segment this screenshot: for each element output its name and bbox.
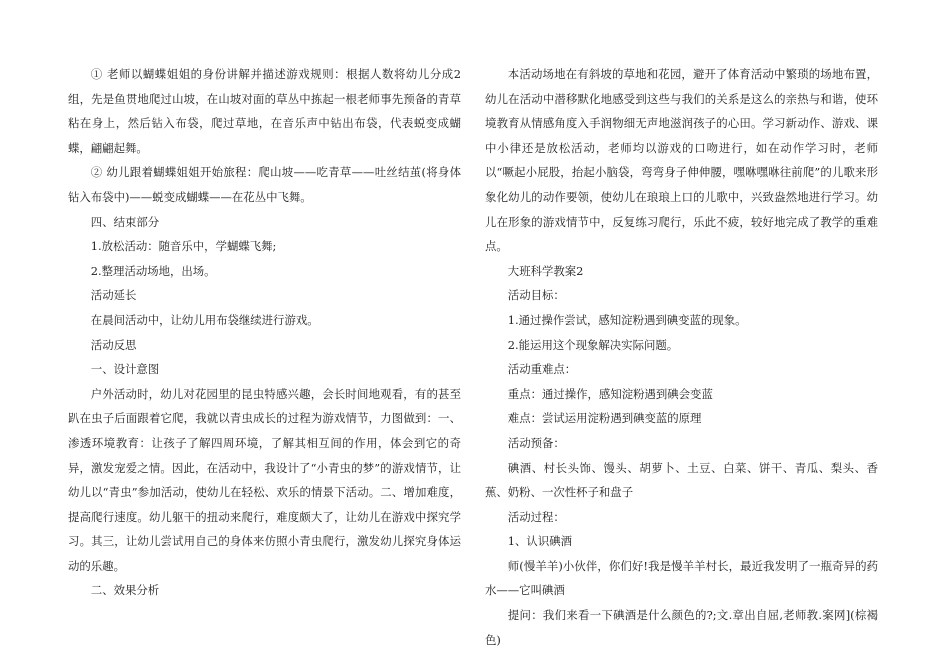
paragraph: 难点：尝试运用淀粉遇到碘变蓝的原理 xyxy=(507,411,702,426)
section-heading: 活动反思 xyxy=(90,337,137,352)
paragraph: 1.通过操作尝试，感知淀粉遇到碘变蓝的现象。 xyxy=(507,312,747,327)
paragraph: 本活动场地在有斜坡的草地和花园，避开了体育活动中繁琐的场地布置，幼儿在活动中潜移默化地感受到这些与我们的关系是这么的亲热与和谐，使环境教育从情感角度入手润物细无声地滋润孩子的心田。学习新动作、游戏、课中小律还是放松活动，老师均以游戏的口吻进行，如在动作学习时，老师以“噘起小屁股，抬起小脑袋，弯弯身子伸伸腰，嘿咻嘿咻往前爬”的儿歌来形象化幼儿的动作要领，使幼儿在琅琅上口的儿歌中，兴致盎然地进行学习。幼儿在形象的游戏情节中，反复练习爬行，乐此不疲，较好地完成了教学的重难点。 xyxy=(485,67,878,254)
section-heading: 1、认识碘酒 xyxy=(507,534,572,549)
section-heading: 活动重难点： xyxy=(507,362,577,377)
paragraph: ② 幼儿跟着蝴蝶姐姐开始旅程：爬山坡——吃青草——吐丝结茧(将身体钻入布袋中)——蜕变成蝴蝶——在花丛中飞舞。 xyxy=(68,165,461,204)
section-heading: 四、结束部分 xyxy=(90,214,160,229)
paragraph: 2.能运用这个现象解决实际问题。 xyxy=(507,337,679,352)
paragraph: 1.放松活动：随音乐中，学蝴蝶飞舞; xyxy=(90,239,277,254)
paragraph: 师(慢羊羊)小伙伴，你们好!我是慢羊羊村长，最近我发明了一瓶奇异的药水——它叫碘酒 xyxy=(485,558,878,598)
right-column xyxy=(485,62,878,652)
section-heading: 活动预备： xyxy=(507,435,565,450)
section-heading: 一、设计意图 xyxy=(90,362,160,377)
paragraph: 提问：我们来看一下碘酒是什么颜色的?;文.章出自屈,老师教.案网](棕褐色) xyxy=(485,608,878,647)
section-heading: 二、效果分析 xyxy=(90,583,160,598)
paragraph: 户外活动时，幼儿对花园里的昆虫特感兴趣，会长时间地观看，有的甚至趴在虫子后面跟着它爬，我就以青虫成长的过程为游戏情节，力图做到：一、渗透环境教育：让孩子了解四周环境，了解其相互间的作用，体会到它的奇异，激发宠爱之情。因此，在活动中，我设计了“小青虫的梦”的游戏情节，让幼儿以“青虫”参加活动，使幼儿在轻松、欢乐的情景下活动。二、增加难度，提高爬行速度。幼儿躯干的扭动来爬行，难度颇大了，让幼儿在游戏中探究学习。其三，让幼儿尝试用自己的身体来仿照小青虫爬行，激发幼儿探究身体运动的乐趣。 xyxy=(68,386,461,573)
section-heading: 大班科学教案2 xyxy=(507,263,584,278)
section-heading: 活动过程： xyxy=(507,509,565,524)
paragraph: 重点：通过操作，感知淀粉遇到碘会变蓝 xyxy=(507,386,713,401)
paragraph: 在晨间活动中，让幼儿用布袋继续进行游戏。 xyxy=(90,312,319,327)
paragraph: ① 老师以蝴蝶姐姐的身份讲解并描述游戏规则：根据人数将幼儿分成2组，先是鱼贯地爬过山坡，在山坡对面的草丛中拣起一根老师事先预备的青草粘在身上，然后钻入布袋，爬过草地，在音乐声中钻出布袋，代表蜕变成蝴蝶，翩翩起舞。 xyxy=(68,67,461,155)
section-heading: 活动目标： xyxy=(507,288,565,303)
paragraph: 碘酒、村长头饰、馒头、胡萝卜、土豆、白菜、饼干、青瓜、梨头、香蕉、奶粉、一次性杯子和盘子 xyxy=(485,460,878,500)
paragraph: 2.整理活动场地，出场。 xyxy=(90,263,216,278)
section-heading: 活动延长 xyxy=(90,288,137,303)
left-column xyxy=(68,62,461,603)
